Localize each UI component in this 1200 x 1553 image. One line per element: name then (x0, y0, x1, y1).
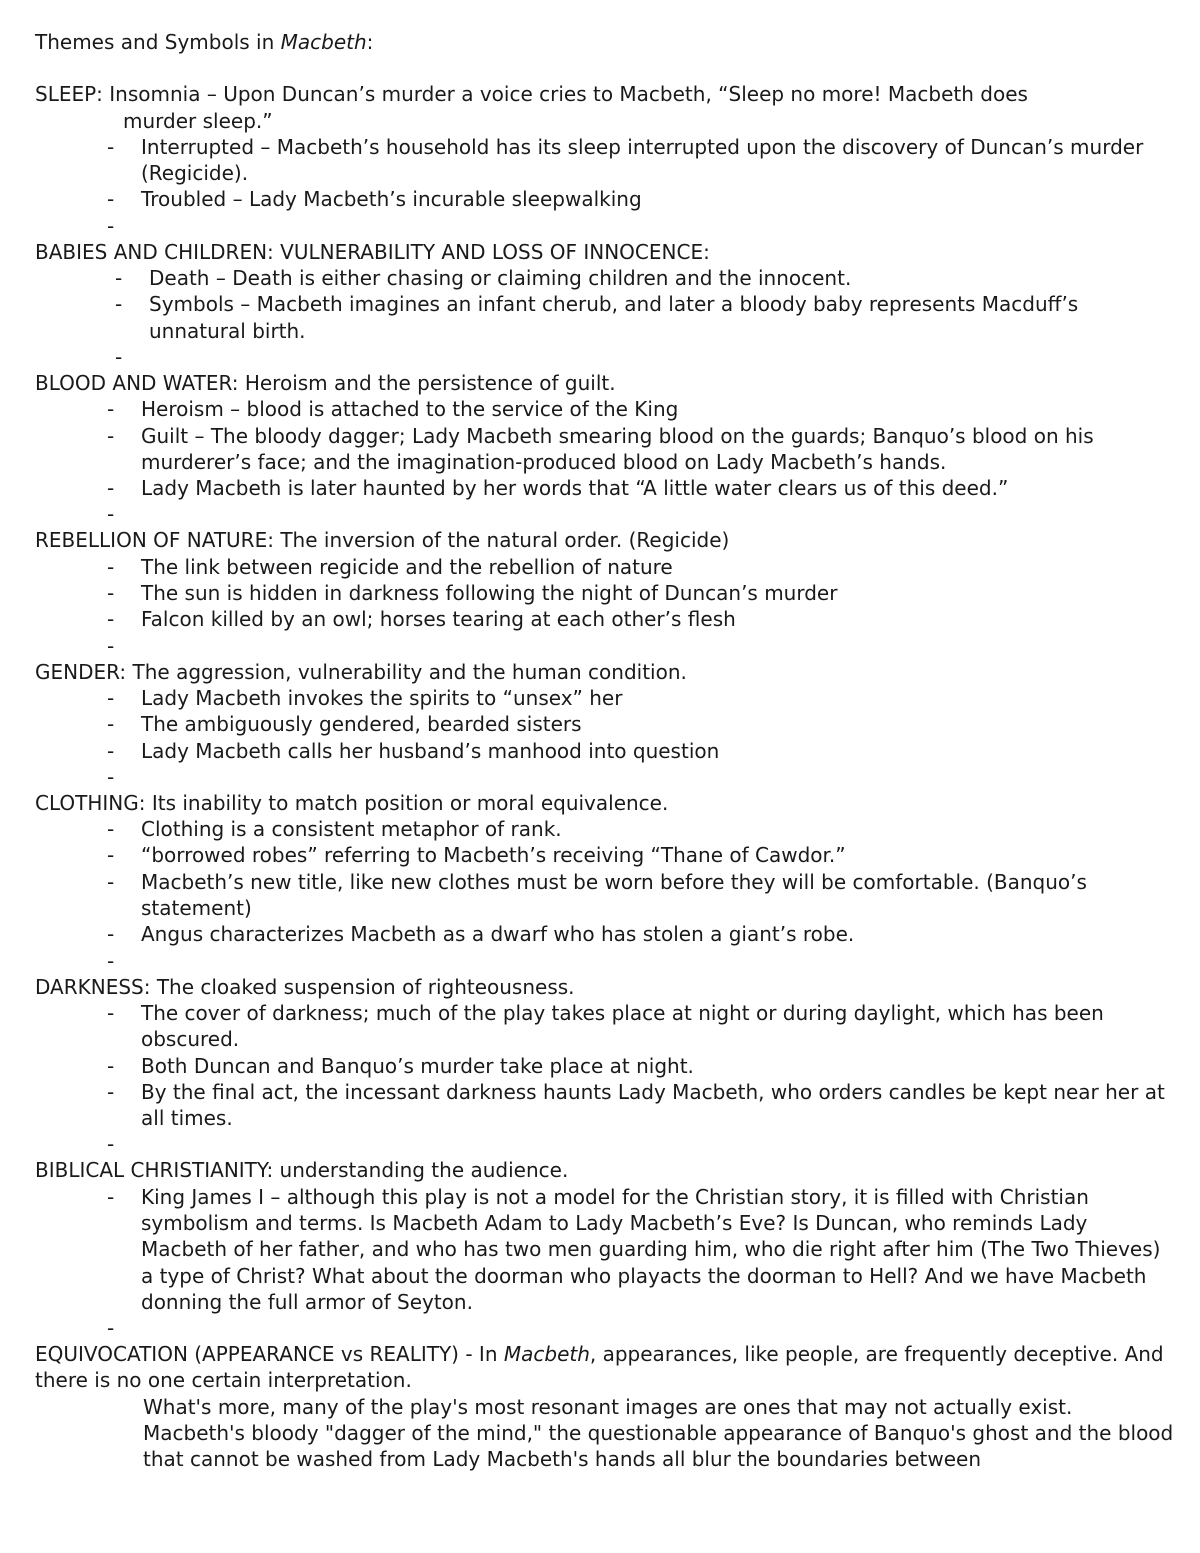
list-item: - Symbols – Macbeth imagines an infant cherub, and later a bloody baby represents Macduff’s unnatural birth. (115, 292, 1079, 343)
list-item: - “borrowed robes” referring to Macbeth’s receiving “Thane of Cawdor.” (107, 843, 846, 868)
section-heading: EQUIVOCATION (APPEARANCE vs REALITY) (35, 1342, 459, 1367)
list-item: - Heroism – blood is attached to the service of the King (107, 397, 679, 422)
list-item: - Angus characterizes Macbeth as a dwarf who has stolen a giant’s robe. (107, 922, 855, 947)
empty-bullet: - (107, 502, 115, 527)
section-biblical-christianity (35, 1157, 1175, 1341)
section-desc: The aggression, vulnerability and the human condition. (126, 659, 687, 684)
section-equivocation: EQUIVOCATION (APPEARANCE vs REALITY) - In Macbeth, appearances, like people, are frequently deceptive. And there is no one certain interpretation. What's more, many of the play's most resonant images are ones that may not actually exist. Macbeth's bloody "dagger of the mind," the questionable appearance of Banquo's ghost and the blood that cannot be washed from Lady Macbeth's hands all blur the boundaries between (35, 1342, 1174, 1472)
empty-bullet: - (107, 633, 115, 658)
section-desc: The cloaked suspension of righteousness. (150, 974, 575, 999)
bullet-list (35, 1000, 1175, 1131)
bullet-list (35, 265, 1175, 344)
section-heading: BIBLICAL CHRISTIANITY: (35, 1158, 274, 1183)
section-heading: REBELLION OF NATURE: (35, 528, 274, 553)
list-item: - The ambiguously gendered, bearded sisters (107, 712, 582, 737)
section-sleep (35, 81, 1175, 238)
section-desc: Heroism and the persistence of guilt. (238, 370, 616, 395)
section-desc: understanding the audience. (273, 1158, 569, 1183)
section-heading: BLOOD AND WATER: (35, 370, 239, 395)
bullet-list (35, 554, 1175, 633)
section-heading: SLEEP: (35, 82, 103, 107)
empty-bullet: - (115, 344, 123, 369)
list-item: - Falcon killed by an owl; horses tearing at each other’s flesh (107, 607, 736, 632)
list-item: - Guilt – The bloody dagger; Lady Macbeth smearing blood on the guards; Banquo’s blood on his murderer’s face; and the imagination-produced blood on Lady Macbeth’s hands. (107, 423, 1094, 474)
section-heading: GENDER: (35, 659, 127, 684)
section-darkness (35, 974, 1175, 1158)
empty-bullet: - (107, 213, 115, 238)
list-item: - The cover of darkness; much of the play takes place at night or during daylight, which has been obscured. (107, 1000, 1104, 1052)
empty-bullet: - (107, 764, 115, 789)
list-item: - Macbeth’s new title, like new clothes must be worn before they will be comfortable. (Banquo’s statement) (107, 869, 1087, 921)
bullet-list (35, 134, 1175, 213)
section-babies-and-children (35, 239, 1175, 370)
section-desc: The inversion of the natural order. (Regicide) (273, 528, 730, 553)
section-blood-and-water (35, 370, 1175, 527)
section-intro: Insomnia – Upon Duncan’s murder a voice cries to Macbeth, “Sleep no more! Macbeth does (102, 82, 1028, 107)
list-item: - Clothing is a consistent metaphor of rank. (107, 817, 562, 842)
list-item: - Interrupted – Macbeth’s household has its sleep interrupted upon the discovery of Duncan’s murder (Regicide). (107, 134, 1144, 186)
section-heading: DARKNESS: (35, 974, 151, 999)
list-item: - Troubled – Lady Macbeth’s incurable sleepwalking (107, 187, 642, 212)
section-heading: BABIES AND CHILDREN: VULNERABILITY AND LOSS OF INNOCENCE: (35, 239, 710, 264)
bullet-list (35, 685, 1175, 764)
list-item: - Lady Macbeth invokes the spirits to “unsex” her (107, 685, 623, 710)
empty-bullet: - (107, 1316, 115, 1341)
empty-bullet: - (107, 1132, 115, 1157)
section-heading: CLOTHING: (35, 790, 146, 815)
empty-bullet: - (107, 948, 115, 973)
section-rebellion-of-nature (35, 527, 1175, 658)
section-gender (35, 659, 1175, 790)
list-item: - Death – Death is either chasing or claiming children and the innocent. (115, 266, 852, 291)
section-clothing (35, 790, 1175, 974)
bullet-list (35, 1184, 1175, 1315)
section-paragraph: What's more, many of the play's most resonant images are ones that may not actually exist. Macbeth's bloody "dagger of the mind," the questionable appearance of Banquo's ghost and the blood that cannot be washed from Lady Macbeth's hands all blur the boundaries between (143, 1394, 1174, 1472)
section-desc: Its inability to match position or moral equivalence. (145, 790, 669, 815)
page-title: Themes and Symbols in Macbeth: (35, 30, 374, 54)
list-item: - By the final act, the incessant darkness haunts Lady Macbeth, who orders candles be kept near her at all times. (107, 1079, 1165, 1131)
list-item: - Lady Macbeth calls her husband’s manhood into question (107, 738, 720, 763)
list-item: - The link between regicide and the rebellion of nature (107, 554, 673, 579)
bullet-list (35, 816, 1175, 947)
document-page (35, 29, 1175, 1473)
section-intro-cont: murder sleep.” (123, 108, 273, 133)
list-item: - Lady Macbeth is later haunted by her words that “A little water clears us of this deed.” (107, 476, 1009, 501)
list-item: - King James I – although this play is not a model for the Christian story, it is filled with Christian symbolism and terms. Is Macbeth Adam to Lady Macbeth’s Eve? Is Duncan, who reminds Lady Macbeth of her father, and who has two men guarding him, who die right after him (The Two Thieves) a type of Christ? What about the doorman who playacts the doorman to Hell? And we have Macbeth donning the full armor of Seyton. (107, 1184, 1161, 1314)
list-item: - The sun is hidden in darkness following the night of Duncan’s murder (107, 581, 838, 606)
list-item: - Both Duncan and Banquo’s murder take place at night. (107, 1053, 694, 1078)
bullet-list (35, 396, 1175, 501)
